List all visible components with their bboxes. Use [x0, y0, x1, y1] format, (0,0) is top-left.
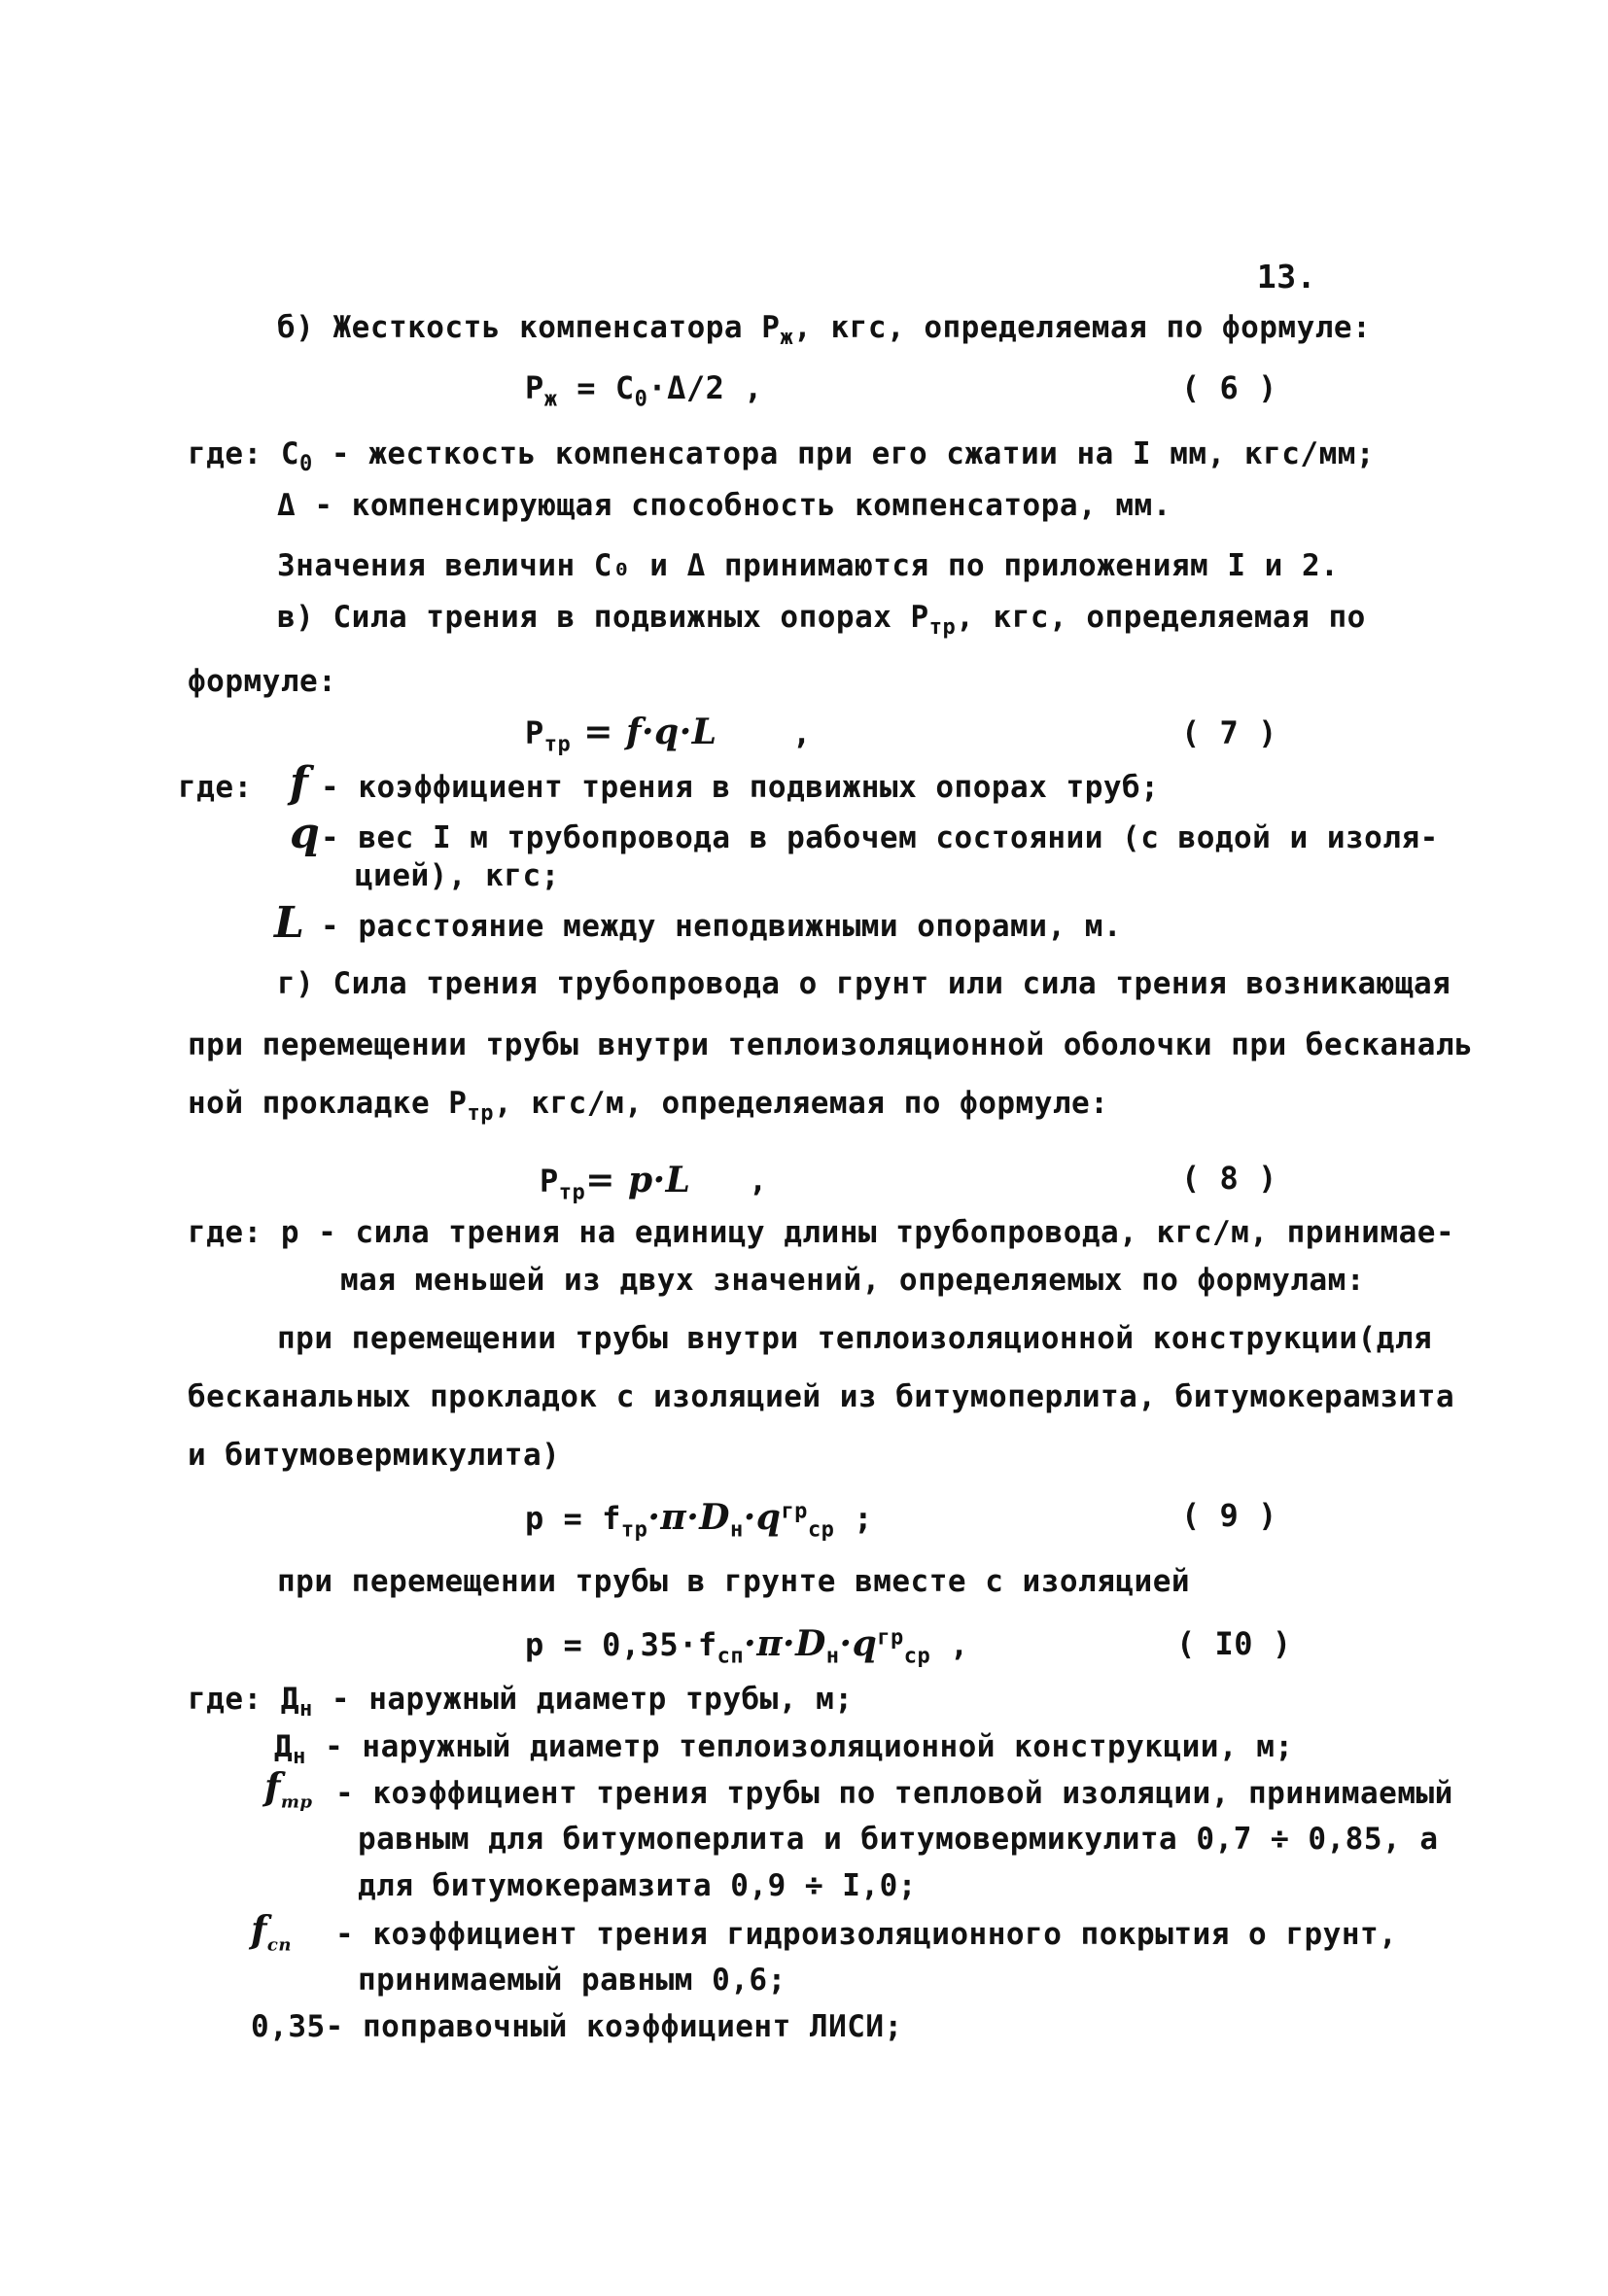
formula-7-comma: ,	[792, 714, 812, 751]
where-6-line-1: где: $С_0$ - жесткость компенсатора при его сжатии на I мм, кгс/мм;	[188, 436, 1376, 477]
where-7-line-1: - коэффициент трения в подвижных опорах труб;	[321, 770, 1160, 805]
where-8-line-2: мая меньшей из двух значений, определяемых по формулам:	[340, 1263, 1365, 1298]
formula-8-comma: ,	[749, 1162, 768, 1199]
section-b-title: б) Жесткость компенсатора $Р_ж$, кгс, определяемая по формуле:	[277, 310, 1372, 351]
where-7-line-2a: - вес I м трубопровода в рабочем состоянии (с водой и изоля-	[321, 820, 1439, 855]
para-1-line-2: бесканальных прокладок с изоляцией из битумоперлита, битумокерамзита	[188, 1379, 1455, 1414]
formula-6-number: ( 6 )	[1181, 369, 1277, 406]
formula-7-number: ( 7 )	[1181, 714, 1277, 751]
formula-8-number: ( 8 )	[1181, 1160, 1277, 1197]
symbol-f-tr: $f_{тр}$	[264, 1764, 313, 1813]
para-1-line-1: при перемещении трубы внутри теплоизоляционной конструкции(для	[277, 1321, 1433, 1356]
formula-10-number: ( I0 )	[1176, 1625, 1292, 1662]
formula-7: $Р_{тр} = f\cdot q\cdot L$	[525, 712, 717, 757]
formula-10: $р = 0,35\cdot f_{сп}\cdot\pi\cdot D_н\cdot q^{гр}_{ср}$ ,	[525, 1623, 969, 1669]
where-7-line-3: - расстояние между неподвижными опорами, м.	[321, 909, 1123, 944]
where-10-line-4b: принимаемый равным 0,6;	[358, 1963, 787, 1998]
para-2: при перемещении трубы в грунте вместе с изоляцией	[277, 1564, 1191, 1599]
where-7-lead: где:	[178, 770, 253, 805]
formula-9-number: ( 9 )	[1181, 1497, 1277, 1534]
where-10-line-4a: - коэффициент трения гидроизоляционного покрытия о грунт,	[335, 1917, 1398, 1952]
where-10-line-3a: - коэффициент трения трубы по тепловой изоляции, принимаемый	[335, 1776, 1453, 1811]
section-g-line-3: ной прокладке $Р_{тр}$, кгс/м, определяемая по формуле:	[188, 1086, 1109, 1127]
formula-8: $Р_{тр}= р\cdot L$	[540, 1160, 691, 1205]
page-number: 13.	[1256, 258, 1316, 296]
para-1-line-3: и битумовермикулита)	[188, 1438, 561, 1473]
where-6-line-2: Δ - компенсирующая способность компенсатора, мм.	[277, 488, 1171, 523]
section-g-line-1: г) Сила трения трубопровода о грунт или сила трения возникающая	[277, 966, 1451, 1001]
where-7-line-2b: цией), кгс;	[355, 858, 560, 893]
section-v-title-cont: формуле:	[188, 664, 337, 699]
where-10-line-3c: для битумокерамзита 0,9 ÷ I,0;	[358, 1868, 917, 1903]
formula-6: $Р_ж = С_0\cdot\Delta/2$ ,	[525, 369, 763, 412]
where-10-line-3b: равным для битумоперлита и битумовермикулита 0,7 ÷ 0,85, а	[358, 1822, 1439, 1857]
where-8-line-1: где: р - сила трения на единицу длины трубопровода, кгс/м, принимае-	[188, 1215, 1455, 1250]
note-values: Значения величин С₀ и Δ принимаются по приложениям I и 2.	[277, 548, 1340, 583]
where-10-line-5: 0,35- поправочный коэффициент ЛИСИ;	[251, 2009, 903, 2044]
section-g-line-2: при перемещении трубы внутри теплоизоляционной оболочки при бесканаль	[188, 1027, 1474, 1062]
symbol-f-sp: $f_{сп}$	[251, 1907, 292, 1956]
symbol-l: L	[274, 898, 305, 948]
where-10-line-1: где: $Д_н$ - наружный диаметр трубы, м;	[188, 1682, 854, 1722]
section-v-title: в) Сила трения в подвижных опорах $Р_{тр}$, кгс, определяемая по	[277, 600, 1366, 641]
symbol-q: q	[290, 809, 321, 858]
symbol-f: f	[290, 758, 309, 808]
where-10-line-2: $Д_н$ - наружный диаметр теплоизоляционной конструкции, м;	[274, 1729, 1294, 1770]
formula-9: $р = f_{тр}\cdot\pi\cdot D_н\cdot q^{гр}_{ср}$ ;	[525, 1497, 873, 1543]
